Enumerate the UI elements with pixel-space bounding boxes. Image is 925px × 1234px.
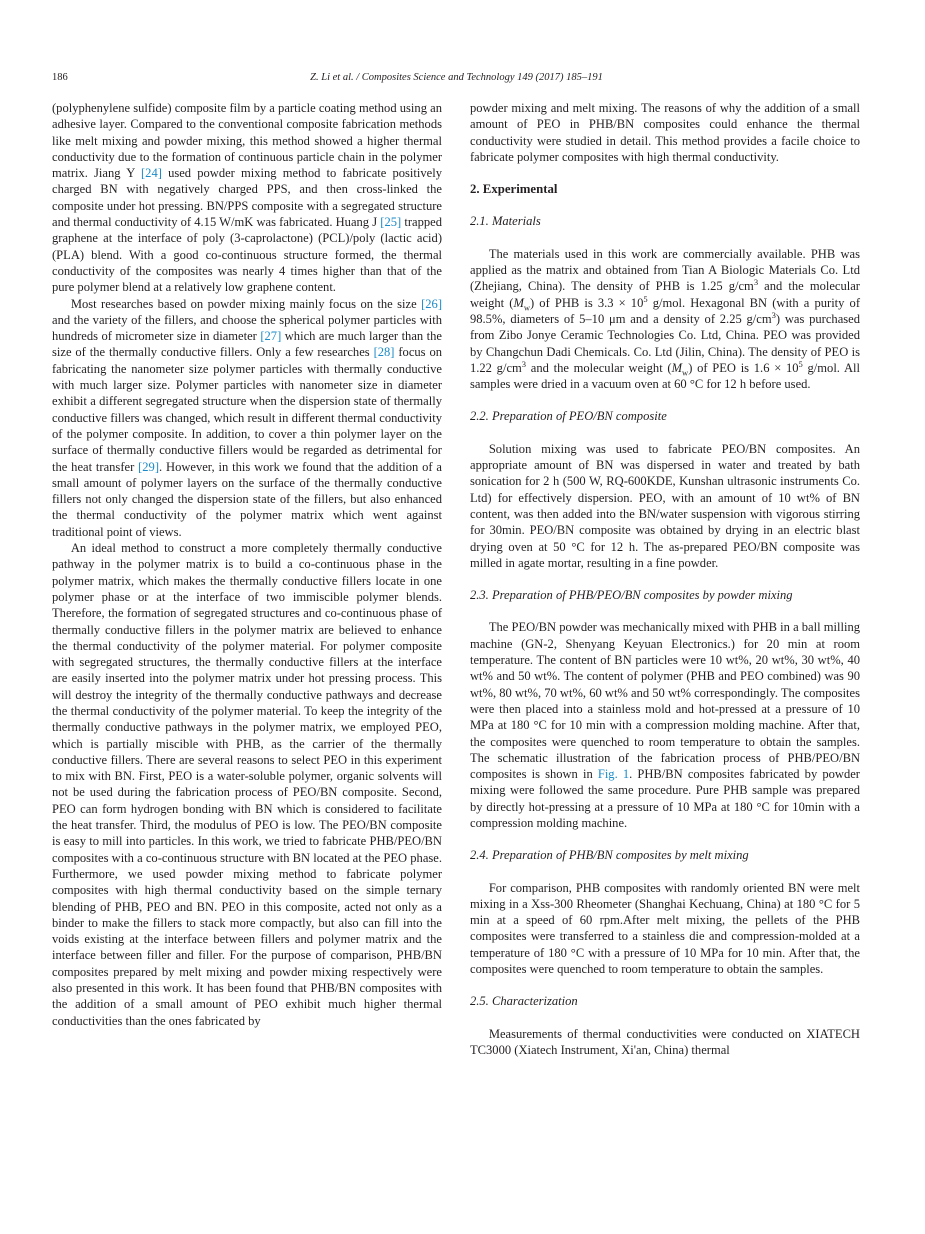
paragraph: Solution mixing was used to fabricate PEO/BN composites. An appropriate amount of BN was dispersed in water and treated by bath sonication for 2 h (500 W, RQ-600KDE, Kunshan ultrasonic instruments Co. Ltd) for effectively dispersion. PEO, with an amount of 10 wt% of BN content, was then added into the BN/water suspension with vigorous stirring for 30min. PEO/BN composite was obtained by drying in an electric blast drying oven at 50 °C for 12 h. The as-prepared PEO/BN composite was milled in agate mortar, resulting in a fine powder. — [470, 441, 860, 570]
citation-link[interactable]: [29] — [138, 459, 160, 474]
figure-link[interactable]: Fig. 1 — [597, 767, 630, 782]
citation-link[interactable]: [26] — [421, 296, 442, 311]
paragraph: Most researches based on powder mixing mainly focus on the size [26] and the variety of the fillers, and choose the spherical polymer particles with hundreds of micrometer size in diameter [27] which are much larger than the size of the thermally conductive fillers. Only a few researches [28] focus on fabricating the nanometer size polymer particles with thermally conductive with much larger size. Polymer particles with nanometer size in diameter exhibit a different segregated structure when the dispersion state of thermally conductive fillers was changed, which result in different thermal conductivity of the polymer composite. In addition, to cover a thin polymer layer on the surface of thermally conductive fillers would be regarded as detrimental for the heat transfer [29]. However, in this work we found that the addition of a small amount of polymer layers on the surface of the thermally conductive fillers not only changed the dispersion state of the fillers, but also enhanced the thermal conductivity of the polymer matrix which went against traditional point of views. — [52, 296, 443, 539]
left-column — [52, 100, 442, 1029]
citation-link[interactable]: [25] — [380, 215, 402, 230]
citation-link[interactable]: [27] — [260, 329, 282, 344]
citation-link[interactable]: [24] — [141, 166, 162, 181]
paragraph: For comparison, PHB composites with randomly oriented BN were melt mixing in a Xss-300 Rheometer (Shanghai Kechuang, China) at 180 °C for 5 min at a speed of 60 rpm.After melt mixing, the pellets of the PHB composites were transferred to a stainless die and compression-molded at a temperature of 180 °C with a pressure of 10 MPa for 10 min. After that, the composites were quenched to room temperature to obtain the samples. — [470, 880, 860, 977]
paragraph: An ideal method to construct a more completely thermally conductive pathway in the polymer matrix is to build a co-continuous phase in the polymer matrix, which makes the thermally conductive fillers locate in one polymer phase or at the interface of two immiscible polymer blends. Therefore, the formation of segregated structures and co-continuous phase of thermally conductive fillers in the polymer matrix are believed to enhance the thermal conductivity of the polymer material. For polymer composite with segregated structures, the thermally conductive fillers at the interface are easily inserted into the polymer matrix under hot pressing process. This will destroy the integrity of the thermally conductive pathways and decrease the thermal conductivity of the polymer material. To keep the integrity of the thermally conductive pathways in the polymer matrix, we employed PEO, which is partially miscible with PHB, as the carrier of the thermally conductive fillers. There are several reasons to select PEO in this experiment to mix with BN. First, PEO is a water-soluble polymer, organic solvents will not be used during the fabrication process of PEO/BN composite. Second, PEO can form hydrogen bonding with BN which is considered to facilitate the heat transfer. Third, the modulus of PEO is low. The PEO/BN composite is easy to mill into particles. In this work, we tried to fabricate PHB/PEO/BN composites with a co-continuous structure with BN located at the PEO phase. Furthermore, we used powder mixing method to fabricate polymer composites with high thermal conductivity based on the simple ternary blending of PHB, PEO and BN. PEO in this composite, acted not only as a binder to make the fillers to stack more compactly, but also can fill into the voids existing at the interface between fillers and polymer matrix and the interface between filler and filler. For the purpose of comparison, PHB/BN composites prepared by melt mixing and powder mixing respectively were also presented in this work. It has been found that PHB/BN composites with the addition of a small amount of PEO exhibit much higher thermal conductivities than the ones fabricated by — [52, 541, 442, 1028]
paragraph: (polyphenylene sulfide) composite film by a particle coating method using an adhesive layer. Compared to the conventional composite fabrication methods like melt mixing and powder mixing, this method showed a higher thermal conductivity due to the formation of continuous particle chain in the polymer matrix. Jiang Y [24] used powder mixing method to fabricate positively charged BN with negatively charged PPS, and then cross-linked the composite under hot pressing. BN/PPS composite with a segregated structure and thermal conductivity of 4.15 W/mK was fabricated. Huang J [25] trapped graphene at the interface of poly (3-caprolactone) (PCL)/poly (lactic acid) (PLA) blend. With a good co-continuous structure formed, the thermal conductivity of the composites was nearly 4 times higher than that of the pure polymer blend at a relatively low graphene content. — [52, 101, 442, 295]
subsection-heading: 2.5. Characterization — [470, 994, 578, 1009]
subsection-heading: 2.3. Preparation of PHB/PEO/BN composites by powder mixing — [470, 588, 793, 603]
paragraph: The PEO/BN powder was mechanically mixed with PHB in a ball milling machine (GN-2, Shenyang Keyuan Electronics.) for 20 min at room temperature. The content of BN particles were 10 wt%, 20 wt%, 30 wt%, 40 wt% and 50 wt%. The content of polymer (PHB and PEO combined) was 90 wt%, 80 wt%, 70 wt%, 60 wt% and 50 wt% correspondingly. The composites were then placed into a stainless mold and hot-pressed at a pressure of 10 MPa at 180 °C for 10 min with a compression molding machine. After that, the composites were quenched to room temperature to obtain the samples. The schematic illustration of the fabrication process of PHB/PEO/BN composites is shown in Fig. 1. PHB/BN composites fabricated by powder mixing were followed the same procedure. Pure PHB sample was prepared by directly hot-pressing at a pressure of 10 MPa at 180 °C for 10min with a compression molding machine. — [470, 620, 860, 830]
citation-link[interactable]: [28] — [373, 345, 395, 360]
paragraph: The materials used in this work are commercially available. PHB was applied as the matrix and obtained from Tian A Biologic Materials Co. Ltd (Zhejiang, China). The density of PHB is 1.25 $g/cm^3$ and the molecular weight $(M_w)$ of PHB is $3.3 \times 10^5$ g/mol. Hexagonal BN (with a purity of 98.5%, diameters of 5–10 μm and a density of 2.25 $g/cm^3$) was purchased from Zibo Jonye Ceramic Technologies Co. Ltd, China. PEO was provided by Changchun Dadi Chemicals. Co. Ltd (Jilin, China). The density of PEO is 1.22 $g/cm^3$ and the molecular weight $(M_w)$ of PEO is $1.6 \times 10^5$ g/mol. All samples were dried in a vacuum oven at 60 °C for 12 h before used. — [470, 246, 860, 392]
section-heading: 2. Experimental — [470, 182, 558, 197]
page-number: 186 — [52, 72, 68, 83]
paragraph: Measurements of thermal conductivities were conducted on XIATECH TC3000 (Xiatech Instrument, Xi'an, China) thermal — [470, 1026, 860, 1057]
paragraph: powder mixing and melt mixing. The reasons of why the addition of a small amount of PEO in PHB/BN composites could enhance the thermal conductivity were studied in detail. This method provides a facile choice to fabricate polymer composites with high thermal conductivity. — [470, 101, 860, 164]
right-column — [470, 100, 860, 1058]
subsection-heading: 2.1. Materials — [470, 214, 541, 229]
subsection-heading: 2.2. Preparation of PEO/BN composite — [470, 409, 667, 424]
page-header — [52, 72, 861, 88]
subsection-heading: 2.4. Preparation of PHB/BN composites by melt mixing — [470, 848, 749, 863]
running-title: Z. Li et al. / Composites Science and Technology 149 (2017) 185–191 — [310, 72, 603, 83]
